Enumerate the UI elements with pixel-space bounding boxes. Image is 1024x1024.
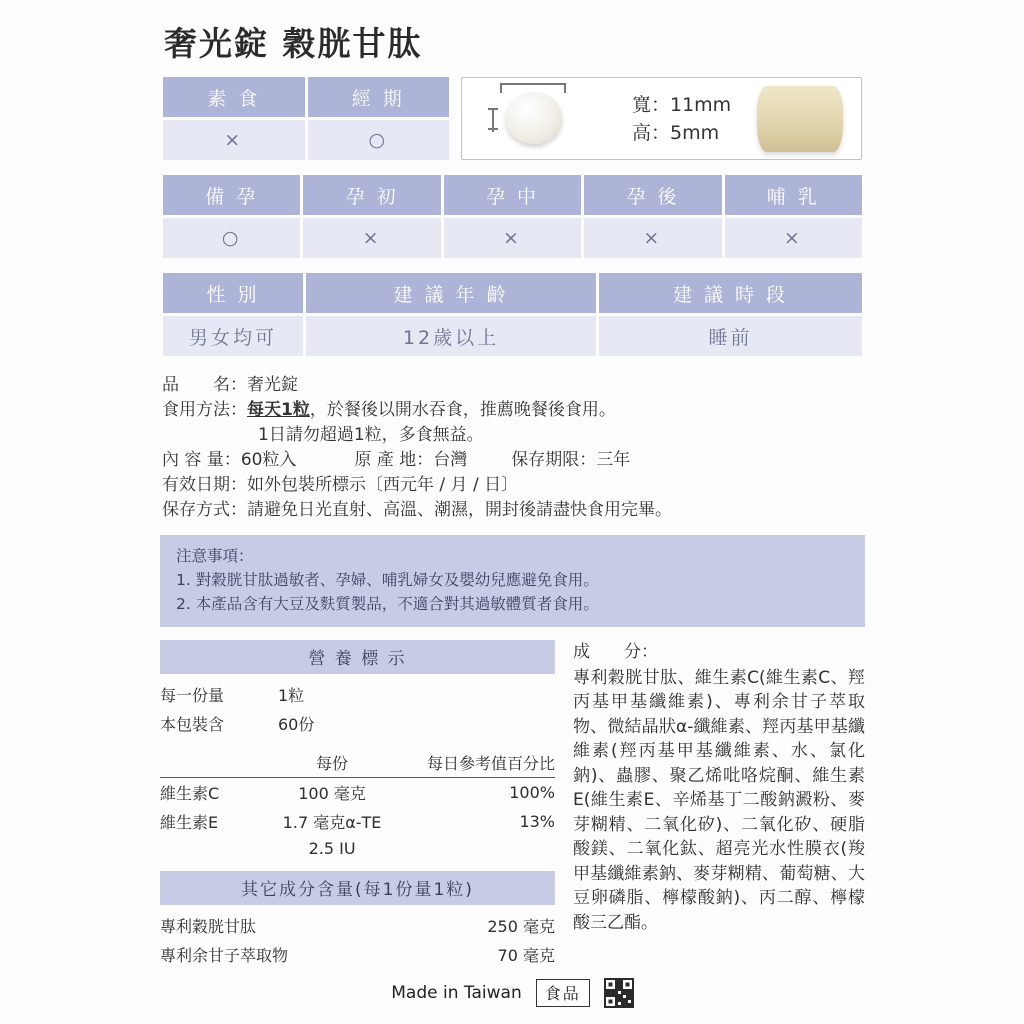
other-ingredients-bar-title: 其它成分含量(每1份量1粒) <box>160 871 555 905</box>
usage-dose: 每天1粒 <box>247 400 310 420</box>
storage-line <box>162 498 865 523</box>
value-breastfeeding: × <box>725 218 862 258</box>
pregnancy-table <box>160 172 865 261</box>
table-row <box>163 316 862 356</box>
col-percent: 每日參考值百分比 <box>426 754 555 773</box>
header-late-pregnancy: 孕 後 <box>584 175 721 215</box>
qr-code-icon <box>604 978 634 1008</box>
made-in-label: Made in Taiwan <box>391 983 522 1003</box>
height-measure-icon <box>488 108 498 130</box>
content-origin-shelf-line <box>162 448 865 473</box>
table-row <box>163 120 449 160</box>
value-time: 睡前 <box>599 316 862 356</box>
serving-table <box>160 680 555 738</box>
storage-label: 保存方式： <box>162 500 247 520</box>
value-age: 12歲以上 <box>306 316 596 356</box>
notice-box <box>160 535 865 627</box>
nutrient-amount: 1.7 毫克α-TE <box>282 813 382 832</box>
diet-period-table <box>160 74 452 163</box>
nutrient-percent: 13% <box>519 812 555 831</box>
table-row <box>160 807 555 836</box>
table-row <box>163 175 862 215</box>
header-early-pregnancy: 孕 初 <box>303 175 440 215</box>
value-mid-pregnancy: × <box>444 218 581 258</box>
package-label: 本包裝含 <box>160 715 225 734</box>
value-late-pregnancy: × <box>584 218 721 258</box>
header-age: 建 議 年 齡 <box>306 273 596 313</box>
origin-label: 原 產 地： <box>354 450 434 470</box>
nutrient-name <box>160 836 270 861</box>
value-vegetarian: × <box>163 120 305 160</box>
header-vegetarian: 素 食 <box>163 77 305 117</box>
nutrient-percent: 100% <box>394 778 555 808</box>
table-row <box>163 273 862 313</box>
table-row <box>163 77 449 117</box>
serving-label: 每一份量 <box>160 686 225 705</box>
table-header-row <box>160 748 555 778</box>
table-row <box>160 709 555 738</box>
expiry-label: 有效日期： <box>162 475 247 495</box>
usage-rest: ，於餐後以開水吞食，推薦晚餐後食用。 <box>309 400 616 420</box>
attributes-row-1 <box>160 74 865 163</box>
table-row <box>160 680 555 709</box>
header-breastfeeding: 哺 乳 <box>725 175 862 215</box>
product-description <box>160 373 865 523</box>
bottom-section <box>160 640 865 969</box>
ingredients-column <box>573 640 865 969</box>
serving-value: 1粒 <box>278 686 305 705</box>
product-name-line <box>162 373 865 398</box>
label-sheet <box>160 0 865 1024</box>
food-badge: 食品 <box>536 979 590 1007</box>
shelf-value: 三年 <box>596 450 631 470</box>
pill-width-label: 寬：11mm <box>632 94 732 116</box>
usage-line <box>162 398 865 423</box>
table-row <box>160 911 555 940</box>
origin-value: 台灣 <box>433 450 468 470</box>
other-ingredients-table <box>160 911 555 969</box>
expiry-line <box>162 473 865 498</box>
pill-side-image <box>757 86 843 152</box>
nutrient-percent <box>394 836 555 861</box>
gender-age-time-table <box>160 270 865 359</box>
nutrient-amount: 2.5 IU <box>308 839 356 858</box>
other-amount: 250 毫克 <box>487 917 555 936</box>
table-row <box>160 940 555 969</box>
ingredients-body: 專利穀胱甘肽、維生素C(維生素C、羥丙基甲基纖維素)、專利余甘子萃取物、微結晶狀α-纖維素、羥丙基甲基纖維素(羥丙基甲基纖維素、水、氯化鈉)、蟲膠、聚乙烯吡咯烷酮、維生素E(維生素E、辛烯基丁二酸鈉澱粉、麥芽糊精、二氧化矽)、二氧化矽、硬脂酸鎂、二氧化鈦、超亮光水性膜衣(羧甲基纖維素鈉、麥芽糊精、葡萄糖、大豆卵磷脂、檸檬酸鈉)、丙二醇、檸檬酸三乙酯。 <box>573 667 865 933</box>
other-name: 專利余甘子萃取物 <box>160 946 289 965</box>
footer <box>160 978 865 1008</box>
table-row <box>160 836 555 861</box>
value-preconception: ○ <box>163 218 300 258</box>
notice-item-1: 1. 對穀胱甘肽過敏者、孕婦、哺乳婦女及嬰幼兒應避免食用。 <box>176 571 599 589</box>
expiry-value: 如外包裝所標示〔西元年 / 月 / 日〕 <box>247 475 519 495</box>
storage-value: 請避免日光直射、高溫、潮濕，開封後請盡快食用完畢。 <box>247 500 672 520</box>
pill-dimensions <box>632 91 731 147</box>
product-name-value: 奢光錠 <box>247 375 298 395</box>
pill-height-label: 高：5mm <box>632 122 720 144</box>
value-menstruation: ○ <box>308 120 450 160</box>
attributes-row-3 <box>160 270 865 359</box>
nutrition-bar-title: 營 養 標 示 <box>160 640 555 674</box>
header-preconception: 備 孕 <box>163 175 300 215</box>
notice-title: 注意事項： <box>176 547 254 565</box>
page-title: 奢光錠 穀胱甘肽 <box>164 24 423 63</box>
content-value: 60粒入 <box>240 450 297 470</box>
other-amount: 70 毫克 <box>497 946 555 965</box>
shelf-label: 保存期限： <box>511 450 597 470</box>
nutrition-table <box>160 748 555 861</box>
nutrient-name: 維生素C <box>160 778 270 808</box>
package-value: 60份 <box>278 715 315 734</box>
notice-item-2: 2. 本產品含有大豆及麩質製品，不適合對其過敏體質者食用。 <box>176 595 599 613</box>
usage-line-2: 1日請勿超過1粒，多食無益。 <box>258 425 484 445</box>
value-gender: 男女均可 <box>163 316 303 356</box>
pill-image-panel <box>461 77 862 160</box>
nutrient-amount: 100 毫克 <box>270 778 394 808</box>
usage-label: 食用方法： <box>162 400 247 420</box>
header-gender: 性 別 <box>163 273 303 313</box>
nutrition-column <box>160 640 555 969</box>
product-name-label: 品 名： <box>162 375 247 395</box>
attributes-row-2 <box>160 172 865 261</box>
other-name: 專利穀胱甘肽 <box>160 917 257 936</box>
table-row <box>160 778 555 808</box>
pill-front-image <box>506 92 562 144</box>
header-mid-pregnancy: 孕 中 <box>444 175 581 215</box>
header-time: 建 議 時 段 <box>599 273 862 313</box>
table-row <box>163 218 862 258</box>
content-label: 內 容 量： <box>162 450 241 470</box>
value-early-pregnancy: × <box>303 218 440 258</box>
header-menstruation: 經 期 <box>308 77 450 117</box>
nutrient-name: 維生素E <box>160 813 219 832</box>
col-per-serving: 每份 <box>316 754 349 773</box>
ingredients-title: 成 分： <box>573 642 658 662</box>
